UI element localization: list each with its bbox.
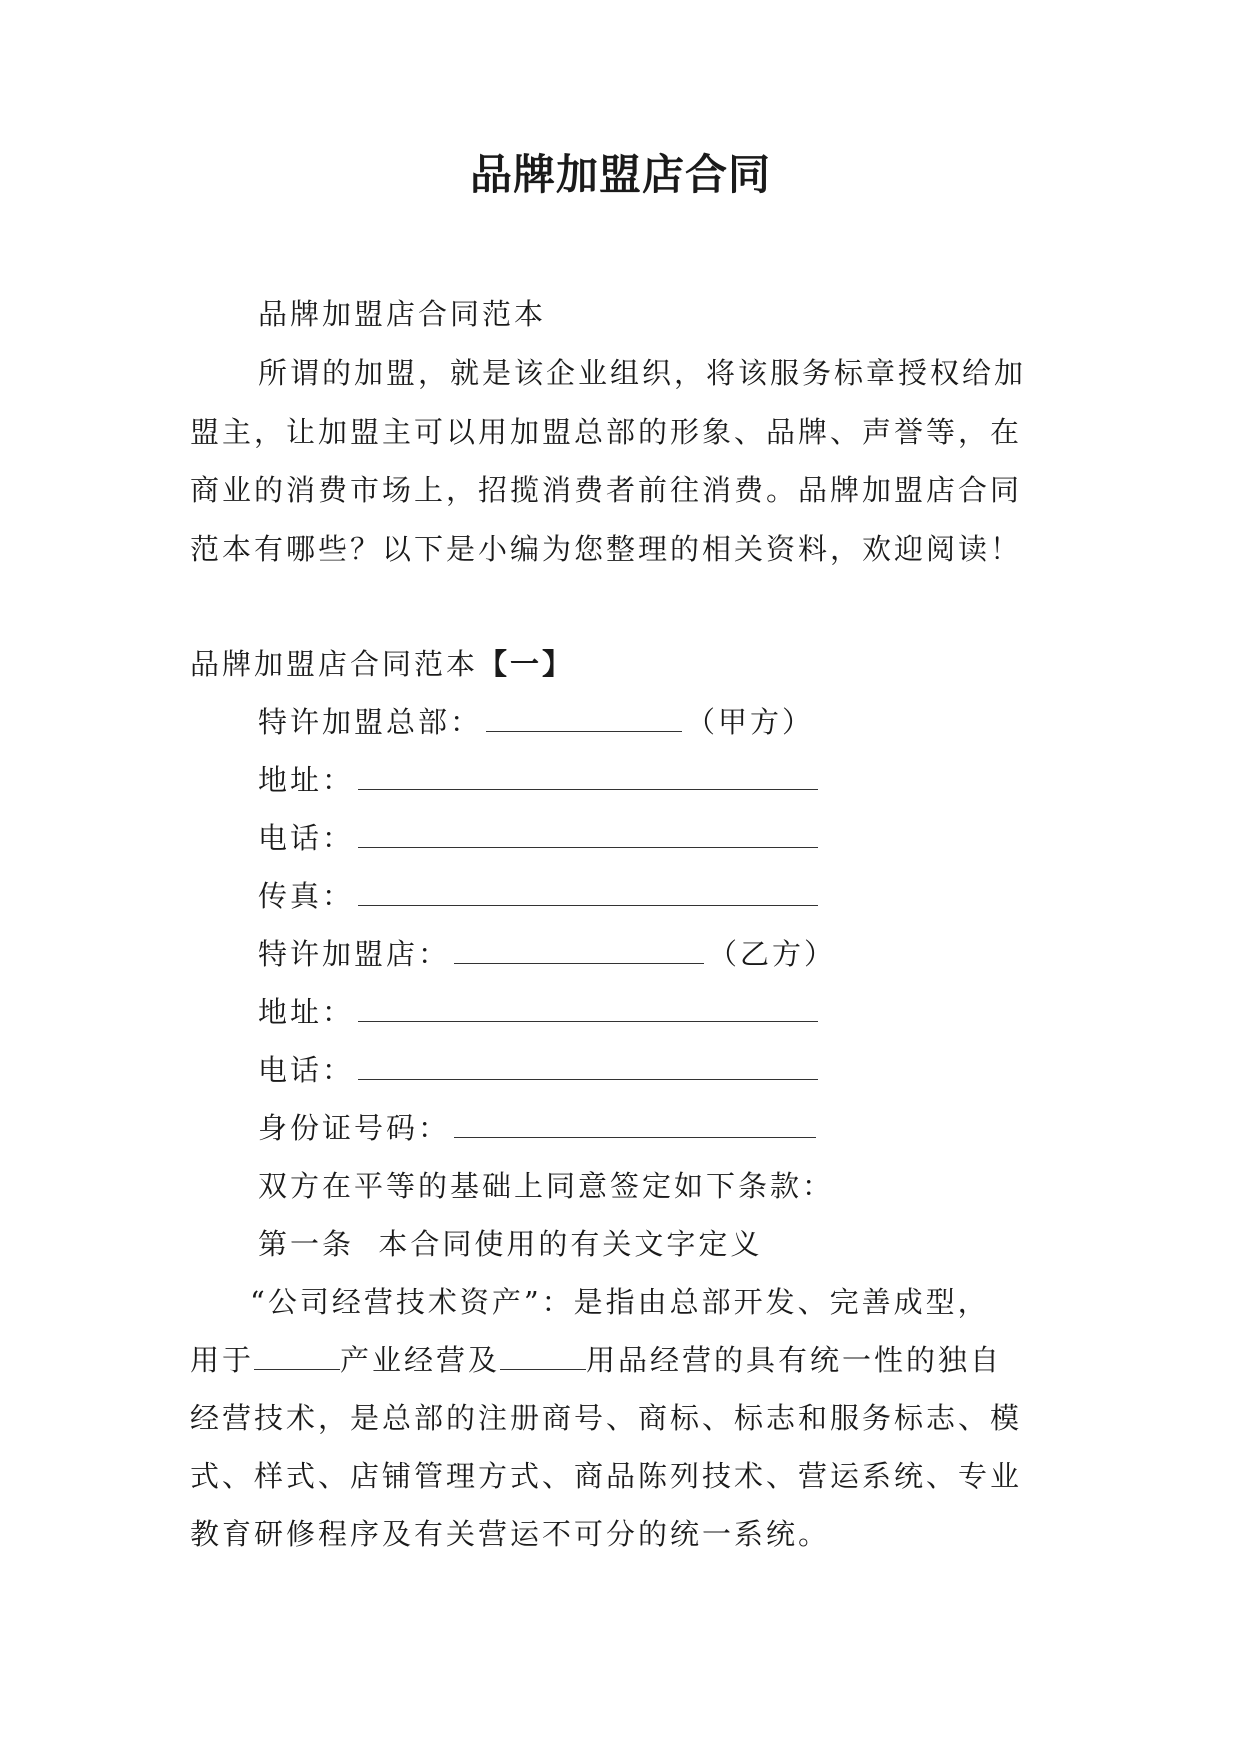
party-a-row [258, 702, 814, 742]
definition-line-2-suffix: 用品经营的具有统一性的独自 [586, 1343, 1003, 1377]
party-a-phone-row [258, 818, 822, 858]
definition-line-5: 教育研修程序及有关营运不可分的统一系统。 [190, 1517, 831, 1551]
party-a-fax-blank[interactable] [358, 879, 818, 906]
subtitle: 品牌加盟店合同范本 [258, 297, 547, 331]
party-a-name-blank[interactable] [486, 705, 682, 732]
party-b-id-row [258, 1108, 820, 1148]
section-number: 【一】 [478, 647, 575, 681]
party-a-address-blank[interactable] [358, 763, 818, 790]
party-b-address-label: 地址： [258, 995, 355, 1029]
party-a-address-row [258, 760, 822, 800]
intro-line-3: 商业的消费市场上，招揽消费者前往消费。品牌加盟店合同 [190, 473, 1023, 507]
section-heading [190, 644, 574, 684]
article-one-heading: 第一条 本合同使用的有关文字定义 [258, 1227, 763, 1261]
industry-blank-1[interactable] [254, 1343, 340, 1370]
party-b-phone-blank[interactable] [358, 1053, 818, 1080]
party-a-fax-row [258, 876, 822, 916]
party-b-phone-row [258, 1050, 822, 1090]
party-a-label: 特许加盟总部： [258, 705, 483, 739]
intro-line-2: 盟主，让加盟主可以用加盟总部的形象、品牌、声誉等，在 [190, 415, 1023, 449]
party-b-address-row [258, 992, 822, 1032]
party-b-suffix: （乙方） [708, 937, 837, 971]
industry-blank-2[interactable] [500, 1343, 586, 1370]
intro-line-4: 范本有哪些？以下是小编为您整理的相关资料，欢迎阅读！ [190, 532, 1023, 566]
section-heading-text: 品牌加盟店合同范本 [190, 647, 479, 681]
definition-line-2 [190, 1340, 1002, 1380]
definition-line-1: “公司经营技术资产”：是指由总部开发、完善成型， [250, 1285, 990, 1319]
party-b-id-label: 身份证号码： [258, 1111, 451, 1145]
party-a-fax-label: 传真： [258, 879, 355, 913]
document-title: 品牌加盟店合同 [469, 150, 771, 199]
definition-line-2-middle: 产业经营及 [340, 1343, 501, 1377]
agreement-line: 双方在平等的基础上同意签定如下条款： [258, 1169, 835, 1203]
party-b-address-blank[interactable] [358, 995, 818, 1022]
party-a-suffix: （甲方） [686, 705, 815, 739]
definition-line-3: 经营技术，是总部的注册商号、商标、标志和服务标志、模 [190, 1401, 1023, 1435]
party-a-phone-label: 电话： [258, 821, 355, 855]
party-b-phone-label: 电话： [258, 1053, 355, 1087]
party-a-address-label: 地址： [258, 763, 355, 797]
party-b-label: 特许加盟店： [258, 937, 451, 971]
definition-line-2-prefix: 用于 [190, 1343, 255, 1377]
party-b-id-blank[interactable] [454, 1111, 816, 1138]
party-a-phone-blank[interactable] [358, 821, 818, 848]
intro-line-1: 所谓的加盟，就是该企业组织，将该服务标章授权给加 [258, 356, 1027, 390]
party-b-row [258, 934, 836, 974]
definition-line-4: 式、样式、店铺管理方式、商品陈列技术、营运系统、专业 [190, 1459, 1023, 1493]
party-b-name-blank[interactable] [454, 937, 704, 964]
